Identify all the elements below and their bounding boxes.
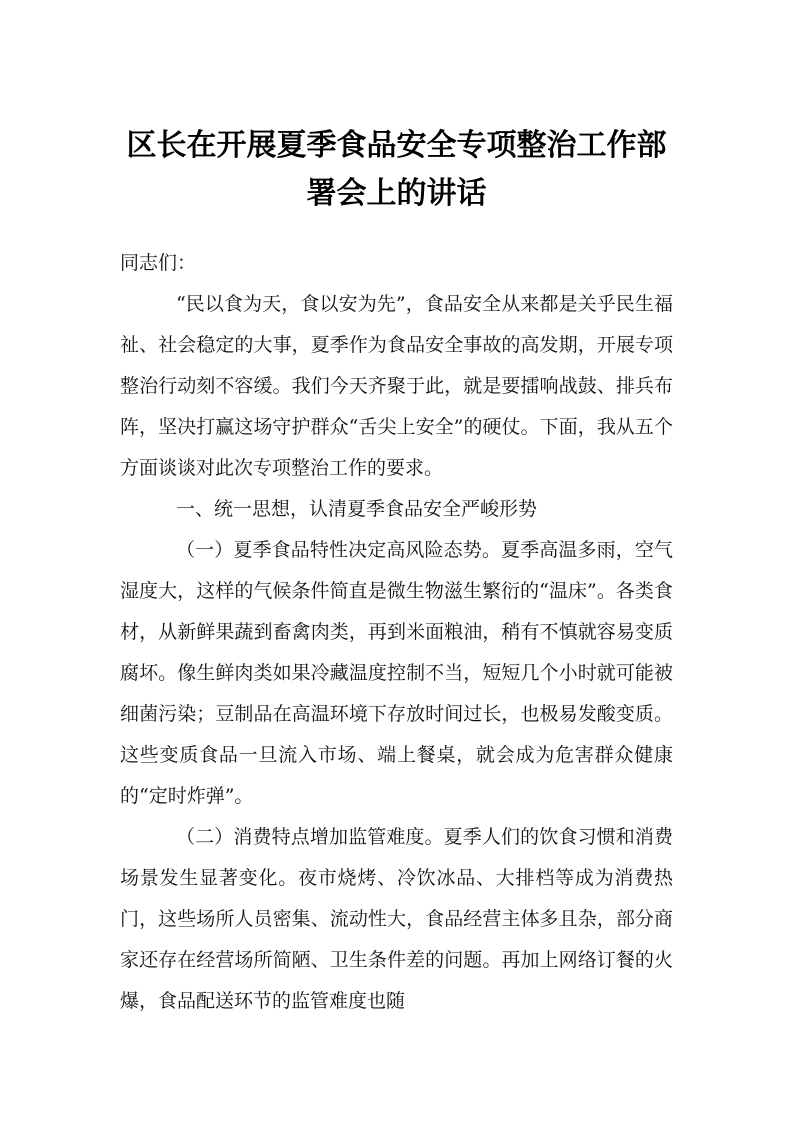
salutation: 同志们：	[120, 252, 197, 274]
document-title-line-2: 署会上的讲话	[306, 176, 487, 211]
paragraph-intro: “民以食为天，食以安为先”，食品安全从来都是关乎民生福祉、社会稳定的大事，夏季作为食品安全事故的高发期，开展专项整治行动刻不容缓。我们今天齐聚于此，就是要擂响战鼓、排兵布阵，坚决打赢这场守护群众“舌尖上安全”的硬仗。下面，我从五个方面谈谈对此次专项整治工作的要求。	[120, 293, 673, 479]
section-heading-1: 一、统一思想，认清夏季食品安全严峻形势	[176, 498, 538, 520]
paragraph-subsection-1: （一）夏季食品特性决定高风险态势。夏季高温多雨，空气湿度大，这样的气候条件简直是微生物滋生繁衍的“温床”。各类食材，从新鲜果蔬到畜禽肉类，再到米面粮油，稍有不慎就容易变质腐坏。像生鲜肉类如果冷藏温度控制不当，短短几个小时就可能被细菌污染；豆制品在高温环境下存放时间过长，也极易发酸变质。这些变质食品一旦流入市场、端上餐桌，就会成为危害群众健康的“定时炸弹”。	[120, 539, 673, 807]
paragraph-subsection-2: （二）消费特点增加监管难度。夏季人们的饮食习惯和消费场景发生显著变化。夜市烧烤、冷饮冰品、大排档等成为消费热门，这些场所人员密集、流动性大，食品经营主体多且杂，部分商家还存在经营场所简陋、卫生条件差的问题。再加上网络订餐的火爆，食品配送环节的监管难度也随	[120, 826, 673, 1012]
document-body	[120, 243, 673, 1022]
document-title-line-1: 区长在开展夏季食品安全专项整治工作部	[126, 128, 667, 163]
